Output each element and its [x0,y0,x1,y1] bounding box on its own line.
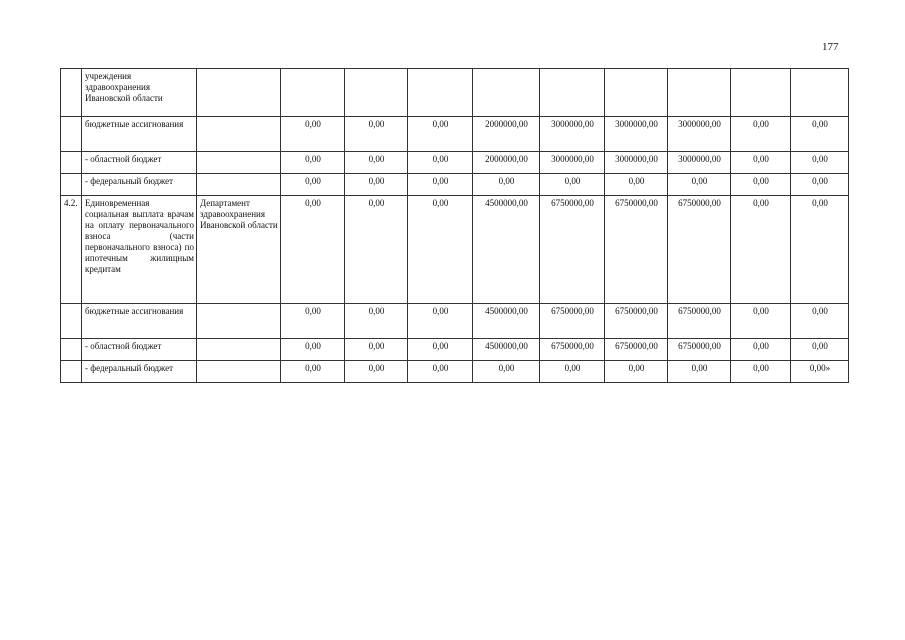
value-cell: 6750000,00 [605,304,668,339]
value-cell: 0,00 [540,174,605,196]
value-cell: 0,00 [473,361,540,383]
value-cell: 0,00 [731,361,791,383]
table-row [61,339,849,361]
value-cell: 0,00 [408,361,473,383]
value-cell: 4500000,00 [473,196,540,304]
value-cell [540,69,605,117]
value-cell: 0,00 [345,152,408,174]
value-cell: 6750000,00 [540,196,605,304]
table-row [61,69,849,117]
value-cell: 0,00 [281,339,345,361]
value-cell: 0,00 [791,339,849,361]
value-cell: 0,00 [345,117,408,152]
value-cell: 0,00» [791,361,849,383]
value-cell: 0,00 [281,304,345,339]
row-name: учреждения здравоохранения Ивановской области [82,69,197,117]
value-cell: 0,00 [668,361,731,383]
value-cell: 0,00 [408,304,473,339]
value-cell [345,69,408,117]
value-cell: 0,00 [345,196,408,304]
value-cell: 0,00 [408,196,473,304]
value-cell: 0,00 [791,304,849,339]
value-cell: 0,00 [281,174,345,196]
value-cell [731,69,791,117]
value-cell: 0,00 [281,117,345,152]
table-row [61,361,849,383]
value-cell: 0,00 [791,117,849,152]
value-cell [605,69,668,117]
row-name: - областной бюджет [82,339,197,361]
value-cell: 0,00 [408,174,473,196]
table-row [61,196,849,304]
row-code: 4.2. [61,196,82,304]
row-executor [197,117,281,152]
value-cell: 6750000,00 [668,339,731,361]
value-cell [473,69,540,117]
row-executor [197,174,281,196]
table-row [61,152,849,174]
value-cell: 0,00 [791,152,849,174]
value-cell: 0,00 [408,339,473,361]
value-cell: 0,00 [731,304,791,339]
value-cell: 0,00 [281,152,345,174]
value-cell: 0,00 [791,174,849,196]
value-cell: 4500000,00 [473,304,540,339]
value-cell: 0,00 [605,361,668,383]
value-cell: 3000000,00 [668,117,731,152]
row-executor [197,339,281,361]
page-number: 177 [822,41,839,53]
value-cell: 0,00 [345,174,408,196]
value-cell: 2000000,00 [473,152,540,174]
value-cell: 6750000,00 [605,196,668,304]
row-executor [197,304,281,339]
value-cell: 0,00 [605,174,668,196]
value-cell: 2000000,00 [473,117,540,152]
value-cell: 6750000,00 [540,339,605,361]
value-cell: 3000000,00 [605,152,668,174]
row-code [61,117,82,152]
value-cell: 0,00 [473,174,540,196]
value-cell: 6750000,00 [605,339,668,361]
row-code [61,174,82,196]
value-cell: 0,00 [345,304,408,339]
value-cell: 0,00 [731,152,791,174]
row-executor: Департамент здравоохранения Ивановской области [197,196,281,304]
table-row [61,174,849,196]
value-cell [791,69,849,117]
row-name: бюджетные ассигнования [82,304,197,339]
value-cell: 0,00 [668,174,731,196]
row-executor [197,69,281,117]
row-code [61,339,82,361]
table-row [61,304,849,339]
value-cell: 3000000,00 [605,117,668,152]
row-executor [197,152,281,174]
value-cell: 0,00 [731,196,791,304]
row-code [61,361,82,383]
value-cell: 0,00 [408,152,473,174]
value-cell: 3000000,00 [668,152,731,174]
value-cell [668,69,731,117]
value-cell: 0,00 [408,117,473,152]
value-cell [408,69,473,117]
value-cell: 0,00 [281,361,345,383]
row-name: - федеральный бюджет [82,361,197,383]
value-cell: 3000000,00 [540,117,605,152]
value-cell: 4500000,00 [473,339,540,361]
value-cell: 0,00 [791,196,849,304]
value-cell: 6750000,00 [668,304,731,339]
row-name: - областной бюджет [82,152,197,174]
row-name: Единовременная социальная выплата врачам на оплату первоначального взноса (части первоначального взноса) по ипотечным жилищным кредитам [82,196,197,304]
value-cell: 6750000,00 [540,304,605,339]
row-code [61,304,82,339]
value-cell: 0,00 [731,339,791,361]
budget-table [60,68,849,383]
value-cell: 0,00 [731,117,791,152]
row-code [61,152,82,174]
value-cell: 0,00 [540,361,605,383]
row-executor [197,361,281,383]
value-cell [281,69,345,117]
row-code [61,69,82,117]
value-cell: 6750000,00 [668,196,731,304]
row-name: бюджетные ассигнования [82,117,197,152]
value-cell: 3000000,00 [540,152,605,174]
value-cell: 0,00 [345,339,408,361]
value-cell: 0,00 [731,174,791,196]
table-row [61,117,849,152]
value-cell: 0,00 [281,196,345,304]
row-name: - федеральный бюджет [82,174,197,196]
value-cell: 0,00 [345,361,408,383]
